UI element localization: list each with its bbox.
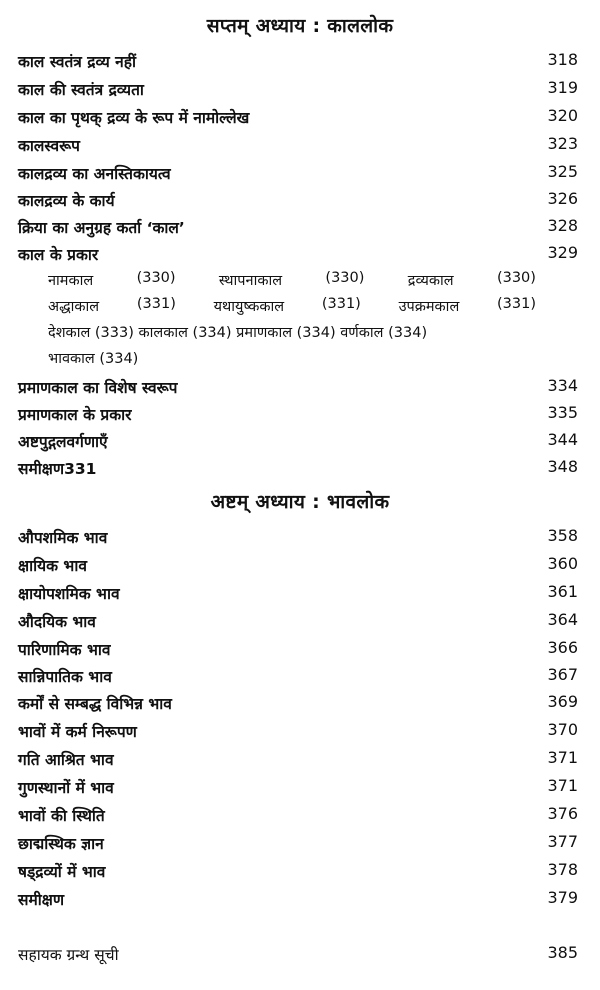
toc-entry-title: प्रमाणकाल के प्रकार <box>18 406 132 424</box>
toc-entry <box>18 526 578 552</box>
toc-entry-title: अष्टपुद्गलवर्गणाएँ <box>18 433 108 451</box>
toc-entry <box>18 243 578 269</box>
toc-entry-page: 366 <box>547 638 578 657</box>
toc-entry <box>18 457 578 483</box>
subtype-name: यथायुष्ककाल <box>213 299 285 315</box>
toc-entry <box>18 134 578 160</box>
subtype-name: अद्धाकाल <box>48 299 100 315</box>
toc-entry-title: भावों में कर्म निरूपण <box>18 723 137 741</box>
toc-entry-title: क्षायोपशमिक भाव <box>18 585 120 603</box>
toc-entry-page: 326 <box>547 189 578 208</box>
toc-entry-page: 377 <box>547 832 578 851</box>
toc-entry-page: 361 <box>547 582 578 601</box>
toc-entry-page: 369 <box>547 692 578 711</box>
toc-entry-page: 371 <box>547 776 578 795</box>
toc-entry-title: समीक्षण <box>18 891 65 909</box>
toc-entry <box>18 50 578 76</box>
toc-entry-page: 335 <box>547 403 578 422</box>
toc-entry-page: 358 <box>547 526 578 545</box>
time-subtype-line <box>48 270 536 296</box>
toc-entry-title: कालद्रव्य के कार्य <box>18 192 115 210</box>
chapter-7-heading: सप्तम् अध्याय : काललोक <box>206 15 394 37</box>
toc-entry-page: 319 <box>547 78 578 97</box>
toc-entry <box>18 610 578 636</box>
toc-entry-title: पारिणामिक भाव <box>18 641 111 659</box>
subtype-page: (330) <box>496 270 536 286</box>
toc-entry-title: औदयिक भाव <box>18 613 96 631</box>
subtype-name: उपक्रमकाल <box>398 299 460 315</box>
toc-entry <box>18 403 578 429</box>
toc-entry-title: औपशमिक भाव <box>18 529 108 547</box>
toc-entry <box>18 106 578 132</box>
toc-entry-page: 323 <box>547 134 578 153</box>
toc-entry-page: 370 <box>547 720 578 739</box>
time-subtype-line <box>48 296 536 322</box>
toc-entry <box>18 78 578 104</box>
toc-entry <box>18 804 578 830</box>
toc-entry-page: 320 <box>547 106 578 125</box>
subtype-page: (331) <box>497 296 536 312</box>
time-subtype-line: भावकाल (334) <box>48 351 139 367</box>
toc-entry <box>18 554 578 580</box>
toc-entry-title: क्रिया का अनुग्रह कर्ता ‘काल’ <box>18 219 185 237</box>
toc-entry <box>18 832 578 858</box>
toc-entry <box>18 216 578 242</box>
toc-entry <box>18 189 578 215</box>
toc-entry <box>18 860 578 886</box>
toc-entry-title: भावों की स्थिति <box>18 807 105 825</box>
toc-entry-page: 334 <box>547 376 578 395</box>
toc-entry-page: 344 <box>547 430 578 449</box>
toc-entry-page: 360 <box>547 554 578 573</box>
toc-entry-page: 328 <box>547 216 578 235</box>
toc-entry-title: काल की स्वतंत्र द्रव्यता <box>18 81 144 99</box>
toc-entry <box>18 638 578 664</box>
toc-entry-title: कालस्वरूप <box>18 137 80 155</box>
bibliography-title: सहायक ग्रन्थ सूची <box>18 946 119 964</box>
toc-entry-title: कालद्रव्य का अनस्तिकायत्व <box>18 165 171 183</box>
bibliography-entry <box>18 943 578 969</box>
toc-entry-title: षड्द्रव्यों में भाव <box>18 863 106 881</box>
toc-entry-title: प्रमाणकाल का विशेष स्वरूप <box>18 379 178 397</box>
toc-entry-title: गति आश्रित भाव <box>18 751 114 769</box>
toc-entry-title: क्षायिक भाव <box>18 557 87 575</box>
toc-entry <box>18 665 578 691</box>
subtype-page: (331) <box>321 296 361 312</box>
subtype-page: (330) <box>136 270 176 286</box>
toc-entry <box>18 720 578 746</box>
chapter-8-heading: अष्टम् अध्याय : भावलोक <box>210 491 390 513</box>
toc-entry <box>18 692 578 718</box>
toc-entry <box>18 888 578 914</box>
toc-entry-page: 367 <box>547 665 578 684</box>
toc-entry-page: 364 <box>547 610 578 629</box>
toc-entry-title: छाद्मस्थिक ज्ञान <box>18 835 104 853</box>
toc-entry-title: काल स्वतंत्र द्रव्य नहीं <box>18 53 137 71</box>
toc-entry <box>18 776 578 802</box>
toc-entry-page: 378 <box>547 860 578 879</box>
toc-entry-title: सान्निपातिक भाव <box>18 668 112 686</box>
toc-entry-title: काल के प्रकार <box>18 246 99 264</box>
toc-entry <box>18 430 578 456</box>
toc-entry <box>18 162 578 188</box>
toc-entry-title: काल का पृथक् द्रव्य के रूप में नामोल्लेख <box>18 109 250 127</box>
bibliography-page: 385 <box>547 943 578 962</box>
toc-entry <box>18 582 578 608</box>
toc-entry-page: 318 <box>547 50 578 69</box>
toc-entry-page: 325 <box>547 162 578 181</box>
subtype-page: (330) <box>325 270 365 286</box>
toc-entry-page: 379 <box>547 888 578 907</box>
toc-entry-page: 329 <box>547 243 578 262</box>
toc-entry-page: 348 <box>547 457 578 476</box>
subtype-page: (331) <box>136 296 176 312</box>
toc-entry-title: कर्मों से सम्बद्ध विभिन्न भाव <box>18 695 172 713</box>
toc-entry-page: 371 <box>547 748 578 767</box>
toc-entry <box>18 376 578 402</box>
subtype-name: द्रव्यकाल <box>407 273 454 289</box>
toc-entry-title: समीक्षण331 <box>18 460 97 478</box>
toc-entry-page: 376 <box>547 804 578 823</box>
subtype-name: स्थापनाकाल <box>218 273 283 289</box>
toc-entry <box>18 748 578 774</box>
time-subtype-line: देशकाल (333) कालकाल (334) प्रमाणकाल (334) वर्णकाल (334) <box>48 325 428 341</box>
subtype-name: नामकाल <box>48 273 94 289</box>
toc-entry-title: गुणस्थानों में भाव <box>18 779 114 797</box>
